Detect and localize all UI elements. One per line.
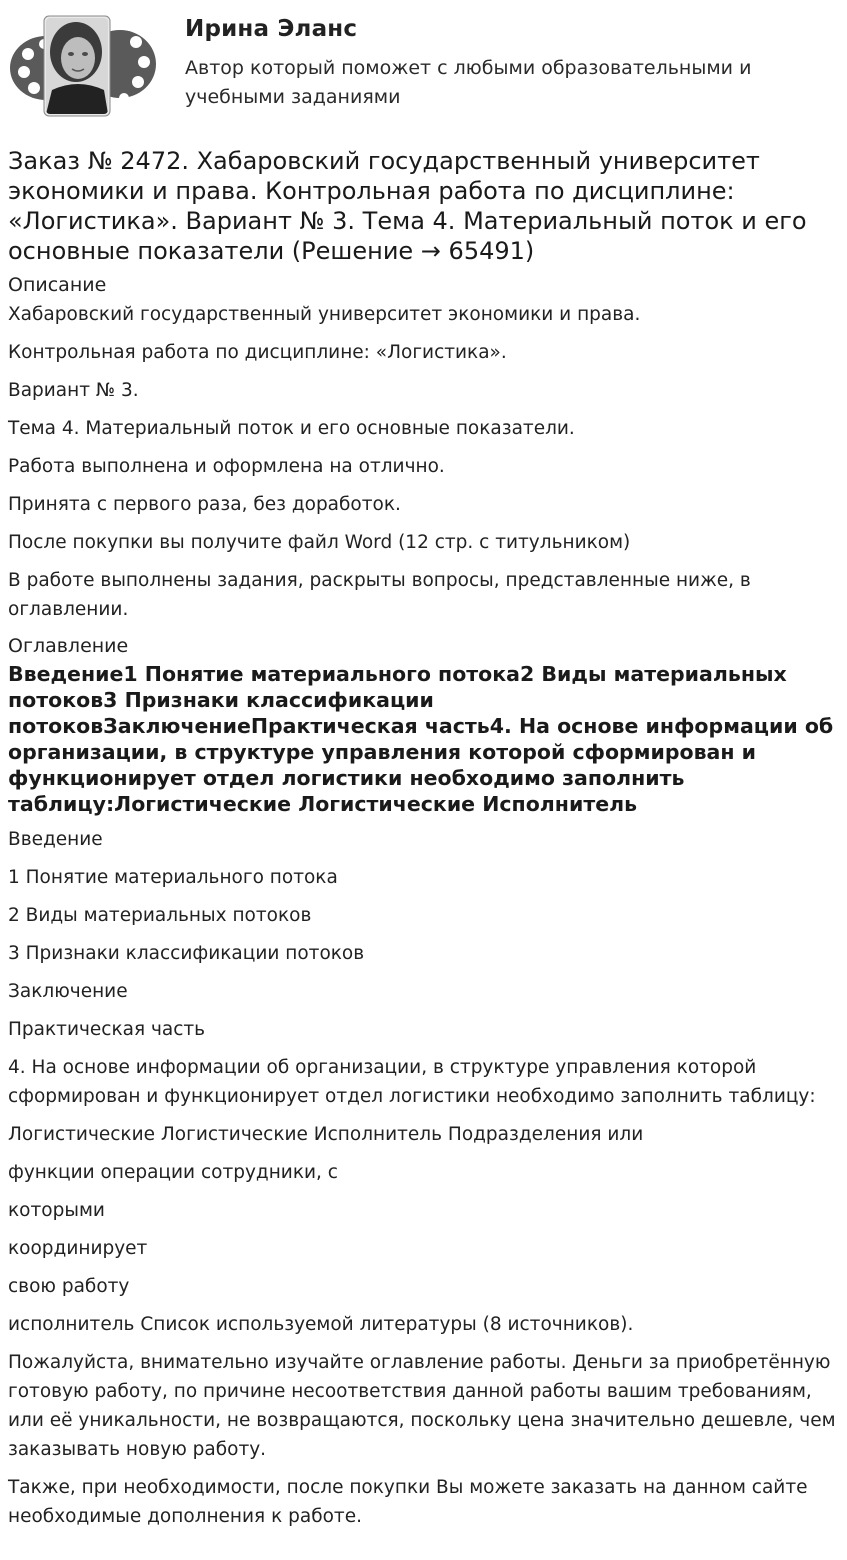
toc-label: Оглавление bbox=[8, 635, 129, 657]
author-card bbox=[8, 6, 838, 130]
toc-item: Логистические Логистические Исполнитель Подразделения или bbox=[8, 1124, 644, 1145]
toc-item: исполнитель Список используемой литературы (8 источников). bbox=[8, 1314, 634, 1335]
refund-notice: Пожалуйста, внимательно изучайте оглавление работы. Деньги за приобретённую готовую работу, по причине несоответствия данной работы вашим требованиям, или её уникальности, не возвращаются, поскольку цена значительно дешевле, чем заказывать новую работу. bbox=[8, 1352, 836, 1460]
description-paragraph: Вариант № 3. bbox=[8, 380, 139, 401]
toc-item: координирует bbox=[8, 1238, 148, 1259]
toc-item: 2 Виды материальных потоков bbox=[8, 905, 312, 926]
order-content bbox=[8, 146, 840, 1540]
film-reel-avatar-icon bbox=[8, 6, 158, 128]
description-paragraph: В работе выполнены задания, раскрыты вопросы, представленные ниже, в оглавлении. bbox=[8, 570, 751, 620]
toc-item: свою работу bbox=[8, 1276, 130, 1297]
additions-notice: Также, при необходимости, после покупки Вы можете заказать на данном сайте необходимые дополнения к работе. bbox=[8, 1477, 808, 1527]
description-paragraph: Работа выполнена и оформлена на отлично. bbox=[8, 456, 445, 477]
description-paragraph: Хабаровский государственный университет экономики и права. bbox=[8, 304, 641, 325]
toc-item: 3 Признаки классификации потоков bbox=[8, 943, 365, 964]
toc-item: Практическая часть bbox=[8, 1019, 206, 1040]
toc-item: функции операции сотрудники, с bbox=[8, 1162, 338, 1183]
author-description: Автор который поможет с любыми образовательными и учебными заданиями bbox=[185, 57, 752, 108]
description-paragraph: После покупки вы получите файл Word (12 стр. с титульником) bbox=[8, 532, 631, 553]
toc-item: Введение bbox=[8, 829, 103, 850]
description-paragraph: Тема 4. Материальный поток и его основные показатели. bbox=[8, 418, 575, 439]
toc-item: Заключение bbox=[8, 981, 128, 1002]
order-title: Заказ № 2472. Хабаровский государственный университет экономики и права. Контрольная работа по дисциплине: «Логистика». Вариант № 3. Тема 4. Материальный поток и его основные показатели (Решение → 65491) bbox=[8, 147, 807, 265]
author-avatar[interactable] bbox=[8, 6, 158, 128]
author-name[interactable]: Ирина Эланс bbox=[185, 16, 358, 42]
toc-item: которыми bbox=[8, 1200, 105, 1221]
description-paragraph: Принята с первого раза, без доработок. bbox=[8, 494, 401, 515]
description-paragraph: Контрольная работа по дисциплине: «Логистика». bbox=[8, 342, 507, 363]
description-label: Описание bbox=[8, 274, 107, 296]
toc-item: 1 Понятие материального потока bbox=[8, 867, 338, 888]
toc-summary: Введение1 Понятие материального потока2 Виды материальных потоков3 Признаки классификации потоковЗаключениеПрактическая часть4. На основе информации об организации, в структуре управления которой сформирован и функционирует отдел логистики необходимо заполнить таблицу:Логистические Логистические Исполнитель bbox=[8, 662, 834, 816]
toc-item: 4. На основе информации об организации, в структуре управления которой сформирован и функционирует отдел логистики необходимо заполнить таблицу: bbox=[8, 1057, 816, 1107]
